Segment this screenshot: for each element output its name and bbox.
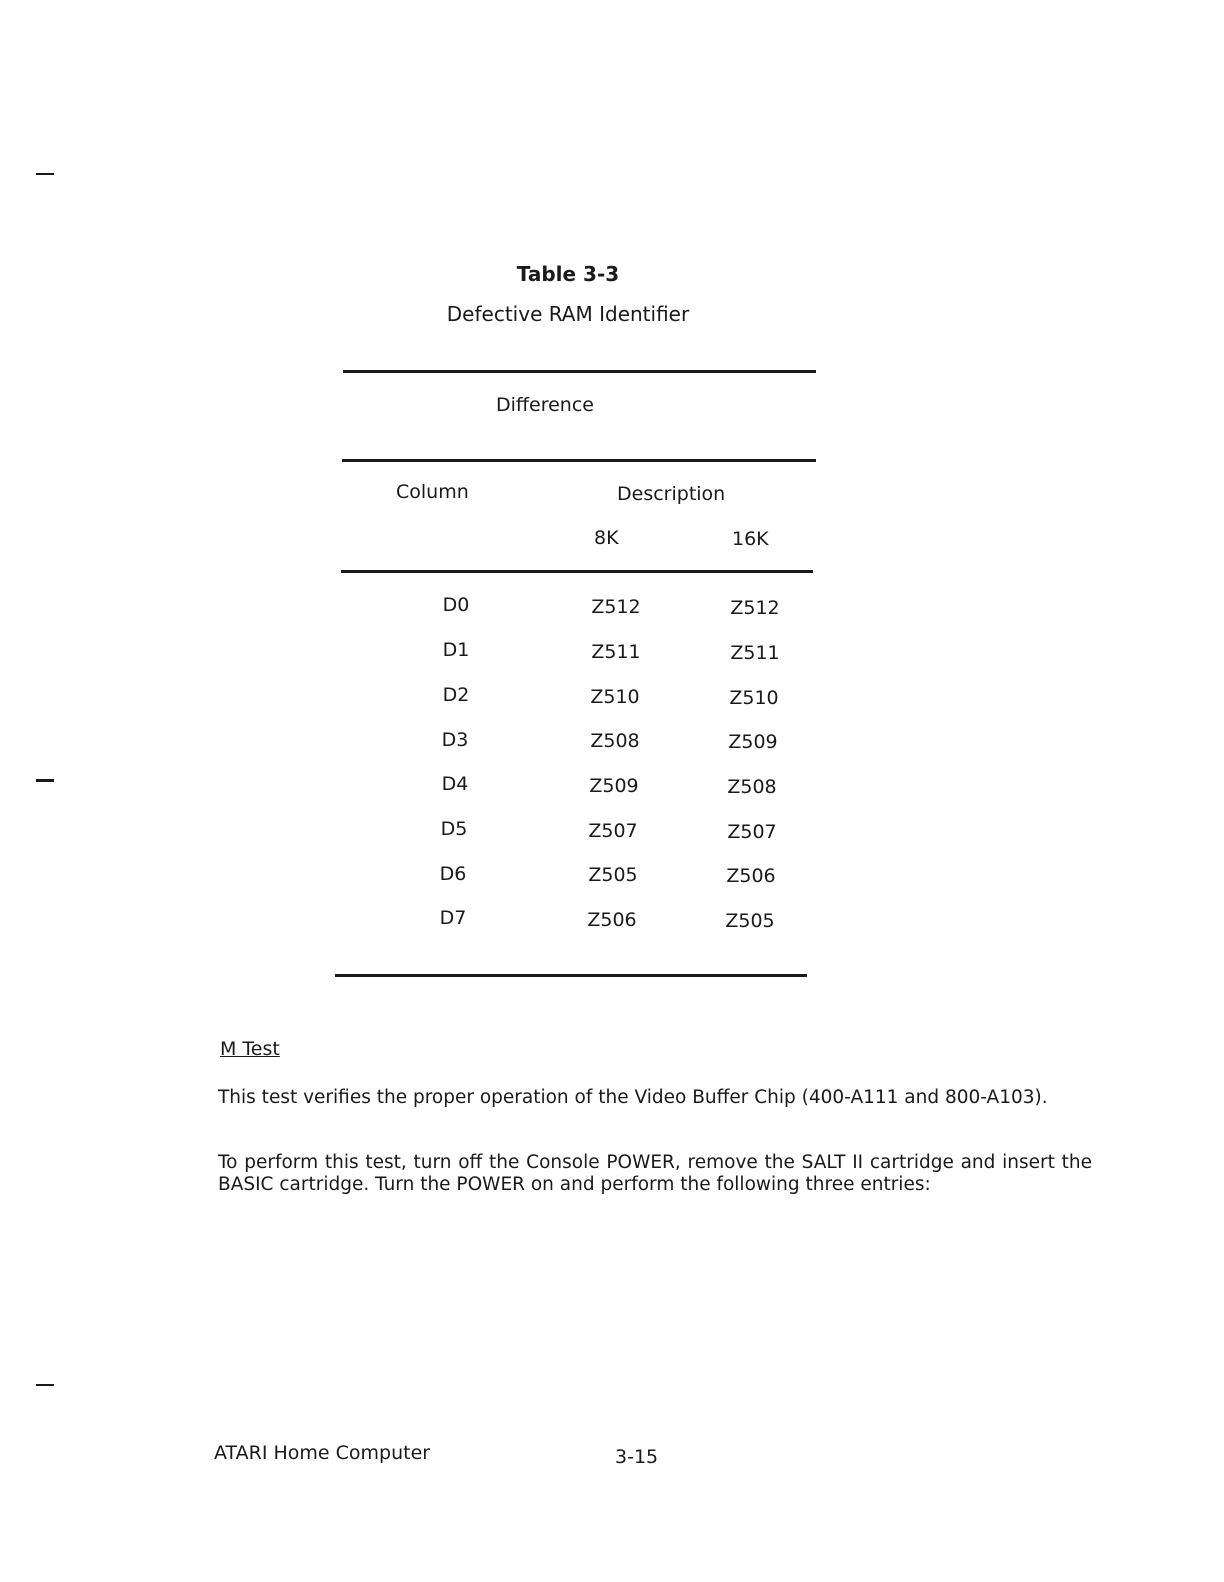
margin-mark xyxy=(36,779,54,782)
section-heading: M Test xyxy=(220,1038,280,1060)
table-cell-16k: Z508 xyxy=(727,776,777,798)
paragraph: To perform this test, turn off the Console POWER, remove the SALT II cartridge and insert the BASIC cartridge. Turn the POWER on and perform the following three entries: xyxy=(218,1152,1092,1195)
table-subtitle: Defective RAM Identifier xyxy=(446,302,690,326)
paragraph: This test verifies the proper operation of the Video Buffer Chip (400-A111 and 800-A103). xyxy=(218,1087,1048,1108)
table-cell-8k: Z510 xyxy=(590,686,640,708)
table-cell-16k: Z507 xyxy=(727,821,777,843)
table-cell-8k: Z512 xyxy=(591,596,641,618)
table-cell-column: D1 xyxy=(442,639,470,661)
page-number: 3-15 xyxy=(615,1446,659,1468)
table-cell-column: D0 xyxy=(442,594,470,616)
table-cell-8k: Z506 xyxy=(587,909,637,931)
subheader-8k: 8K xyxy=(594,527,619,549)
group-header: Difference xyxy=(496,394,594,416)
table-body-rule xyxy=(341,570,813,573)
table-cell-column: D6 xyxy=(439,863,467,885)
description-header: Description xyxy=(617,483,726,505)
table-cell-column: D2 xyxy=(442,684,470,706)
table-top-rule xyxy=(343,370,816,373)
table-cell-8k: Z511 xyxy=(591,641,641,663)
table-cell-16k: Z510 xyxy=(729,687,779,709)
table-cell-16k: Z509 xyxy=(728,731,778,753)
table-cell-8k: Z509 xyxy=(589,775,639,797)
table-cell-8k: Z507 xyxy=(588,820,638,842)
table-bottom-rule xyxy=(335,974,807,977)
table-cell-column: D3 xyxy=(441,729,469,751)
table-header-rule xyxy=(342,459,816,462)
table-cell-16k: Z511 xyxy=(730,642,780,664)
table-title: Table 3-3 xyxy=(516,262,620,286)
footer-title: ATARI Home Computer xyxy=(214,1442,431,1464)
table-cell-column: D4 xyxy=(441,773,469,795)
table-cell-column: D5 xyxy=(440,818,468,840)
table-cell-column: D7 xyxy=(439,907,467,929)
margin-mark xyxy=(36,173,54,175)
table-cell-8k: Z505 xyxy=(588,864,638,886)
subheader-16k: 16K xyxy=(732,528,769,550)
table-cell-16k: Z506 xyxy=(726,865,776,887)
column-header: Column xyxy=(396,481,469,503)
table-cell-8k: Z508 xyxy=(590,730,640,752)
margin-mark xyxy=(36,1384,54,1386)
table-cell-16k: Z512 xyxy=(730,597,780,619)
table-cell-16k: Z505 xyxy=(725,910,775,932)
